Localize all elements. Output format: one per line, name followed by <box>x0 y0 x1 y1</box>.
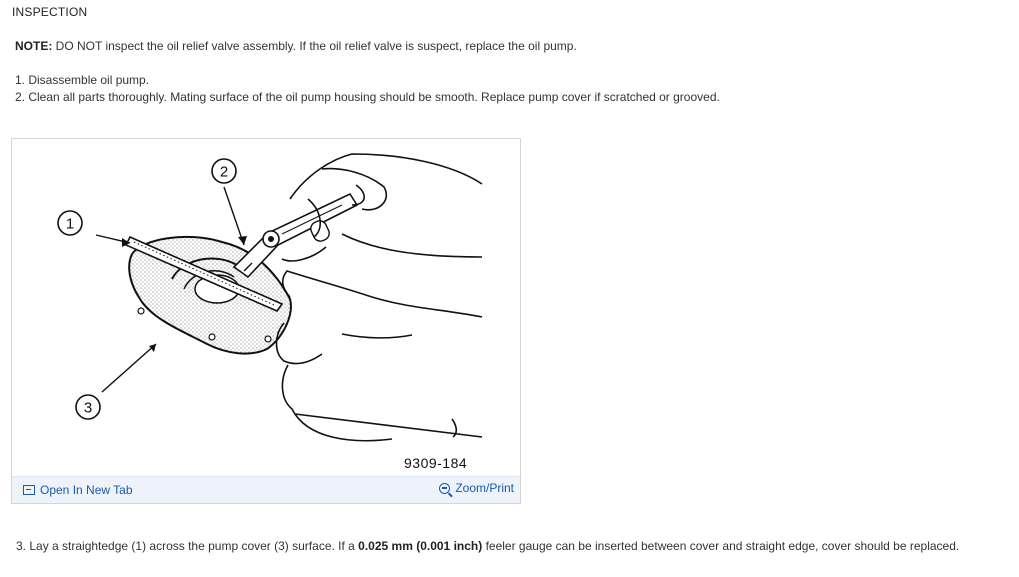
figure-id: 9309-184 <box>404 455 468 471</box>
step-1: 1. Disassemble oil pump. <box>15 73 150 87</box>
oil-pump-illustration <box>12 139 520 479</box>
open-in-new-tab-link[interactable] <box>23 483 133 497</box>
callout-2 <box>212 159 236 183</box>
open-in-new-tab-label: Open In New Tab <box>40 483 133 497</box>
step-3-suffix: feeler gauge can be inserted between cover and straight edge, cover should be replaced. <box>482 539 960 553</box>
svg-text:1: 1 <box>65 215 75 233</box>
steps-list <box>15 72 720 106</box>
note-paragraph <box>15 39 577 53</box>
callout-2-leader <box>224 187 244 245</box>
callout-3 <box>76 395 100 419</box>
step-2: 2. Clean all parts thoroughly. Mating surface of the oil pump housing should be smooth. Replace pump cover if scratched or grooved. <box>15 90 720 104</box>
step-3 <box>16 539 959 553</box>
note-label: NOTE: <box>15 39 53 53</box>
figure-footer <box>12 476 520 503</box>
upper-hand <box>282 154 482 261</box>
section-heading: INSPECTION <box>12 5 88 19</box>
callout-3-leader <box>102 344 156 392</box>
open-new-tab-icon <box>23 485 35 495</box>
step-3-measurement: 0.025 mm (0.001 inch) <box>358 539 483 553</box>
svg-text:3: 3 <box>83 399 93 417</box>
svg-text:2: 2 <box>219 163 229 181</box>
zoom-print-link[interactable] <box>439 481 514 495</box>
zoom-icon <box>439 483 450 494</box>
feeler-gauge <box>234 194 357 277</box>
lower-hand <box>277 271 483 441</box>
figure-panel <box>11 138 521 504</box>
callout-1 <box>58 211 82 235</box>
zoom-print-label: Zoom/Print <box>455 481 514 495</box>
step-3-prefix: 3. Lay a straightedge (1) across the pump cover (3) surface. If a <box>16 539 359 553</box>
note-text: DO NOT inspect the oil relief valve assembly. If the oil relief valve is suspect, replace the oil pump. <box>52 39 577 53</box>
